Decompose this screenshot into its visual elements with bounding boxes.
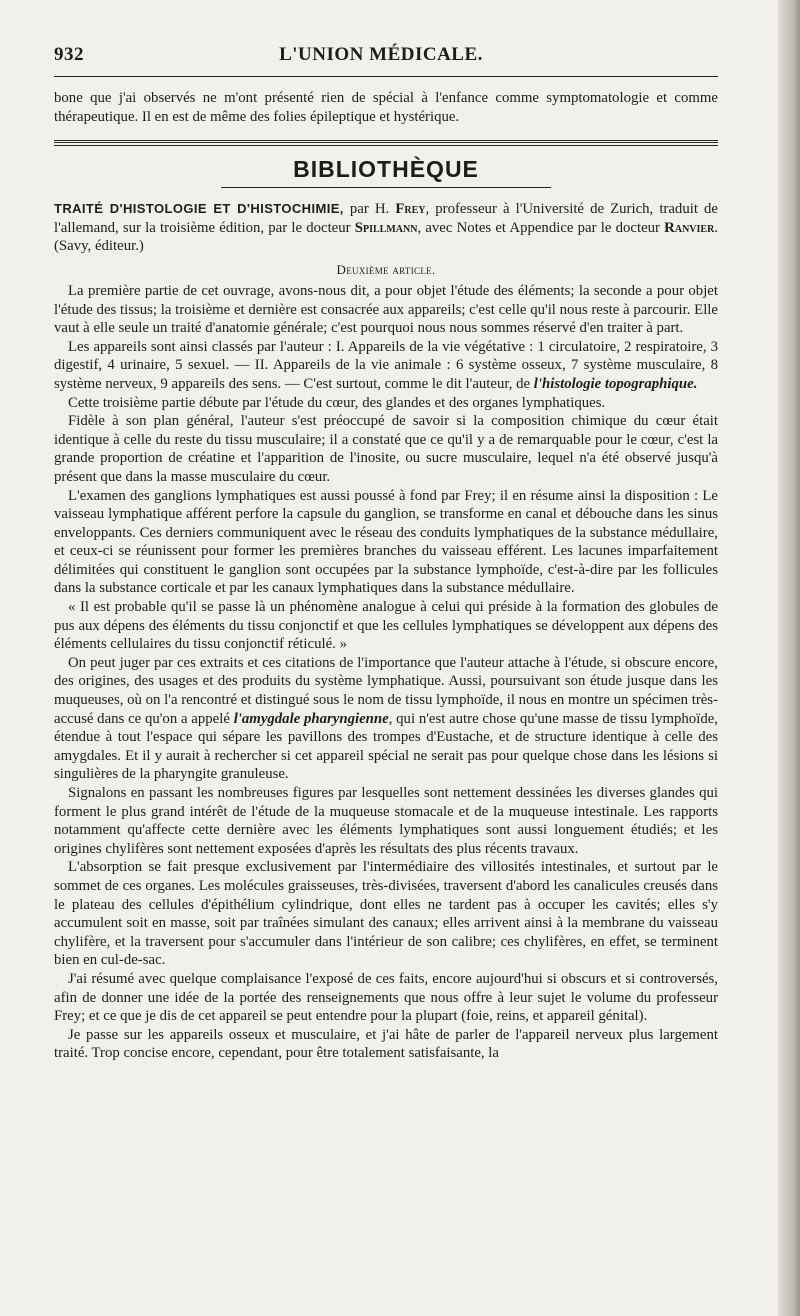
section-title: BIBLIOTHÈQUE — [293, 156, 479, 183]
entry-by: par H. — [343, 201, 396, 218]
paragraph-3: Cette troisième partie débute par l'étude du cœur, des glandes et des organes lymphatiques. — [68, 394, 606, 411]
journal-title: L'UNION MÉDICALE. — [279, 44, 483, 65]
paragraph-7 — [54, 654, 718, 784]
entry-text-3: . (Savy, éditeur.) — [54, 219, 718, 255]
book-title: TRAITÉ D'HISTOLOGIE ET D'HISTOCHIMIE, — [54, 201, 344, 217]
paragraph-8: Signalons en passant les nombreuses figures par lesquelles sont nettement dessinées les diverses glandes qui forment le plus grand intérêt de l'étude de la muqueuse stomacale et de la muqueuse intestinale. Les rapports notamment qu'affecte cette dernière avec les éléments lymphatiques sont aussi longuement étudiés; et les origines chylifères sont nettement exposées d'après les résultats des plus récents travaux. — [54, 785, 718, 857]
page-number: 932 — [54, 44, 84, 65]
entry-text-2: , avec Notes et Appendice par le docteur — [417, 219, 665, 236]
header-rule — [54, 76, 718, 77]
paragraph-7-italic: l'amygdale pharyngienne — [233, 710, 389, 727]
paragraph-10: J'ai résumé avec quelque complaisance l'exposé de ces faits, encore aujourd'hui si obscurs et si controversés, afin de donner une idée de la portée des renseignements que nous offre à leur sujet le volume du professeur Frey; et ce que je dis de cet appareil se peut entendre pour la plupart (foie, reins, et appareil génital). — [54, 970, 718, 1025]
paragraph-4: Fidèle à son plan général, l'auteur s'est préoccupé de savoir si la composition chimique du cœur était identique à celle du reste du tissu musculaire; il a constaté que ce qu'il y a de remarquable pour le cœur, c'est la grande proportion de créatine et l'apparition de l'inosite, ou sucre musculaire, lequel n'a été observé jusqu'à présent que dans la masse musculaire du cœur. — [54, 413, 718, 485]
paragraph-2-italic: l'histologie topographique. — [533, 375, 698, 392]
paragraph-2-text: Les appareils sont ainsi classés par l'auteur : I. Appareils de la vie végétative : 1 circulatoire, 2 respiratoire, 3 digestif, 4 urinaire, 5 sexuel. — II. Appareils de la vie animale : 6 système osseux, 7 système musculaire, 8 système nerveux, 9 appareils des sens. — C'est surtout, comme le dit l'auteur, de — [54, 338, 718, 392]
paragraph-7-text-before: On peut juger par ces extraits et ces citations de l'importance que l'auteur attache à l'étude, si obscure encore, des origines, des usages et des produits du système lymphatique. Aussi, poursuivant son étude jusque dans les muqueuses, où on l'a rencontré et distingué sous le nom de tissu lymphoïde, il nous en montre un spécimen très-accusé dans ce qu'on a appelé — [54, 654, 718, 727]
intro-paragraph: bone que j'ai observés ne m'ont présenté rien de spécial à l'enfance comme symptomatologie et comme thérapeutique. Il en est de même des folies épileptique et hystérique. — [54, 90, 718, 125]
paragraph-11: Je passe sur les appareils osseux et musculaire, et j'ai hâte de parler de l'appareil nerveux plus largement traité. Trop concise encore, cependant, pour être totalement satisfaisante, la — [54, 1026, 718, 1062]
annotator-name: Ranvier — [664, 219, 715, 236]
book-spine-shadow — [778, 0, 800, 1316]
paragraph-1: La première partie de cet ouvrage, avons-nous dit, a pour objet l'étude des éléments; la seconde a pour objet l'étude des tissus; la troisième et dernière est consacrée aux appareils; c'est celle qu'il nous reste à parcourir. Elle vaut à elle seule un traité d'anatomie générale; c'est pourquoi nous nous sommes réservé d'en traiter à part. — [54, 282, 718, 337]
paragraph-2 — [54, 338, 718, 394]
translator-name: Spillmann — [354, 219, 418, 236]
paragraph-9: L'absorption se fait presque exclusivement par l'intermédiaire des villosités intestinales, et surtout par le sommet de ces organes. Les molécules graisseuses, très-divisées, traversent d'abord les canalicules creusés dans le plateau des cellules d'épithélium cylindrique, dont elles ne tardent pas à occuper les cavités; elles s'y accumulent soit en masse, soit par traînées simulant des canaux; elles arrivent ainsi à la membrane du vaisseau chylifère, et la traversent pour s'accumuler dans l'intérieur de son calibre; ces chylifères, en effet, se terminent bien en cul-de-sac. — [54, 859, 718, 969]
paragraph-6: « Il est probable qu'il se passe là un phénomène analogue à celui qui préside à la formation des globules de pus aux dépens des éléments du tissu conjonctif et que les cellules lymphatiques se développent aux dépens des éléments cellulaires du tissu conjonctif réticulé. » — [54, 599, 718, 653]
article-subheading: Deuxième article. — [336, 261, 436, 277]
paragraph-5: L'examen des ganglions lymphatiques est aussi poussé à fond par Frey; il en résume ainsi la disposition : Le vaisseau lymphatique afférent perfore la capsule du ganglion, se transforme en canal et débouche dans les sinus enveloppants. Ces derniers communiquent avec le réseau des conduits lymphatiques de la substance médullaire, et ceux-ci se réunissent pour former les premières branches du vaisseau efférent. Les lacunes imparfaitement délimitées qui constituent le ganglion sont occupées par la substance lymphoïde, c'est-à-dire par les follicules dans la substance corticale et par les canaux lymphatiques dans la substance médullaire. — [54, 487, 718, 597]
section-title-rule — [221, 187, 551, 188]
author-name: Frey — [395, 201, 426, 218]
section-divider — [54, 140, 718, 146]
paragraph-7-text-after: , qui n'est autre chose qu'une masse de tissu lymphoïde, étendue à tout l'espace qui sépare les pavillons des trompes d'Eustache, et de structure identique à celle des amygdales. Et il y aurait à rechercher si cet appareil spécial ne serait pas pour quelque chose dans les lésions si singulières de la pharyngite granuleuse. — [54, 710, 718, 783]
entry-text-1: , professeur à l'Université de Zurich, traduit de l'allemand, sur la troisième édition, par le docteur — [54, 201, 718, 236]
running-header — [54, 44, 718, 66]
book-entry — [54, 200, 718, 256]
